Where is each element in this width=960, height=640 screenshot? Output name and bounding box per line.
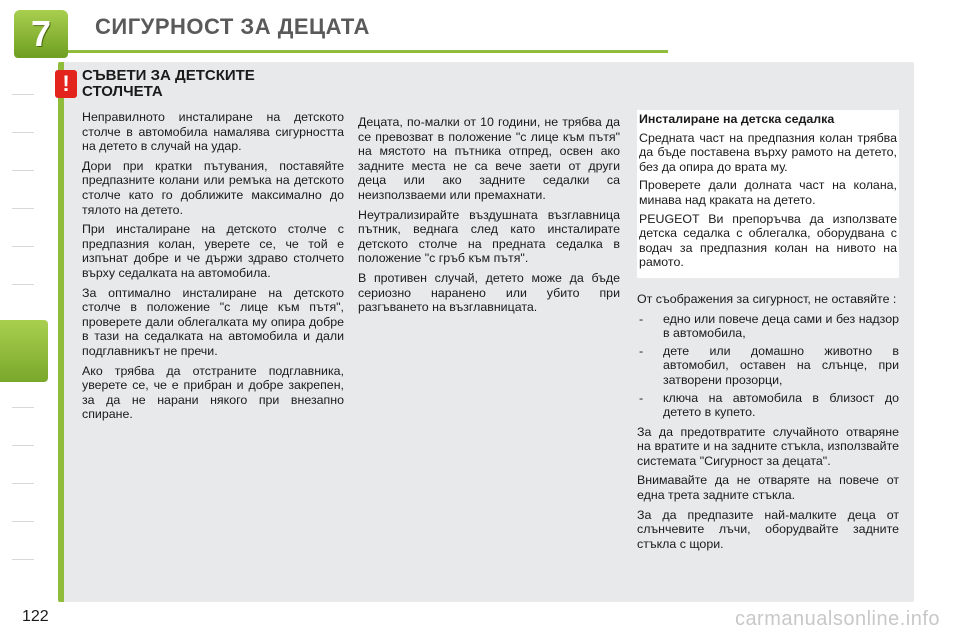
- chapter-number: 7: [30, 13, 52, 54]
- paragraph: Децата, по-малки от 10 години, не трябва да се превозват в положение "с лице към пътя" на мястото на пътника отпред, освен ако задните места не са вече заети от други деца или ако задните седалки са неизползваеми или премахнати.: [358, 115, 620, 202]
- paragraph: За да предпазите най-малките деца от слънчевите лъчи, оборудвайте задните стъкла с щори.: [637, 507, 899, 551]
- tab-divider: [12, 445, 34, 446]
- paragraph: В противен случай, детето може да бъде сериозно наранено или убито при разгъването на възглавницата.: [358, 270, 620, 315]
- tab-divider: [12, 483, 34, 484]
- chapter-tab-column: [0, 62, 46, 577]
- paragraph: За да предотвратите случайното отваряне на вратите и на задните стъкла, използвайте системата "Сигурност за децата".: [637, 424, 899, 468]
- section-title-line: СТОЛЧЕТА: [82, 83, 163, 100]
- tab-divider: [12, 284, 34, 285]
- text-column-2: [358, 115, 620, 320]
- paragraph: Неутрализирайте въздушната възглавница пътник, веднага след като инсталирате детското столче на предната седалка в положение "с гръб към пътя".: [358, 207, 620, 266]
- safety-list: [637, 312, 899, 420]
- tab-divider: [12, 132, 34, 133]
- warning-glyph: !: [62, 71, 70, 96]
- info-box: [637, 110, 899, 278]
- text-column-3: [637, 110, 899, 556]
- chapter-tab: [14, 10, 68, 58]
- info-box-title: Инсталиране на детска седалка: [639, 112, 835, 126]
- paragraph: Средната част на предпазния колан трябва да бъде поставена върху рамото на детето, без да опира до врата му.: [639, 130, 897, 174]
- paragraph: PEUGEOT Ви препоръчва да използвате детска седалка с облегалка, оборудвана с водач за предпазния колан на нивото на рамото.: [639, 211, 897, 270]
- tab-divider: [12, 246, 34, 247]
- tab-divider: [12, 407, 34, 408]
- active-chapter-tab: [0, 320, 48, 382]
- warning-icon: [55, 70, 77, 98]
- paragraph: За оптимално инсталиране на детското столче в положение "с лице към пътя", проверете дали облегалката му опира добре в тази на седалката на автомобила и дали подглавникът не пречи.: [82, 285, 344, 358]
- list-item: - едно или повече деца сами и без надзор в автомобила,: [637, 312, 899, 341]
- paragraph: Неправилното инсталиране на детското столче в автомобила намалява сигурността на детето в случай на удар.: [82, 110, 344, 154]
- section-title-line: СЪВЕТИ ЗА ДЕТСКИТЕ: [82, 67, 255, 84]
- tab-divider: [12, 521, 34, 522]
- list-item: - ключа на автомобила в близост до детето в купето.: [637, 391, 899, 420]
- list-item: - дете или домашно животно в автомобил, оставен на слънце, при затворени прозорци,: [637, 344, 899, 388]
- tab-divider: [12, 170, 34, 171]
- watermark: carmanualsonline.info: [734, 608, 940, 630]
- paragraph: Проверете дали долната част на колана, минава над краката на детето.: [639, 178, 897, 207]
- paragraph: Дори при кратки пътувания, поставяйте предпазните колани или ремъка на детското столче като го доближите максимално до тялото на детето.: [82, 158, 344, 217]
- paragraph: Ако трябва да отстраните подглавника, уверете се, че е прибран и добре закрепен, за да не нарани някого при внезапно спиране.: [82, 363, 344, 422]
- paragraph: От съображения за сигурност, не оставяйте :: [637, 291, 897, 306]
- section-title: [82, 68, 342, 100]
- text-column-1: [82, 110, 344, 427]
- paragraph: При инсталиране на детското столче с предпазния колан, уверете се, че той е изпънат добре и че държи здраво столчето върху седалката на автомобила.: [82, 222, 344, 280]
- tab-divider: [12, 94, 34, 95]
- tab-divider: [12, 559, 34, 560]
- tab-divider: [12, 208, 34, 209]
- page-number: 122: [22, 608, 49, 625]
- page-title: СИГУРНОСТ ЗА ДЕЦАТА: [95, 14, 370, 39]
- paragraph: Внимавайте да не отваряте на повече от една трета задните стъкла.: [637, 473, 899, 503]
